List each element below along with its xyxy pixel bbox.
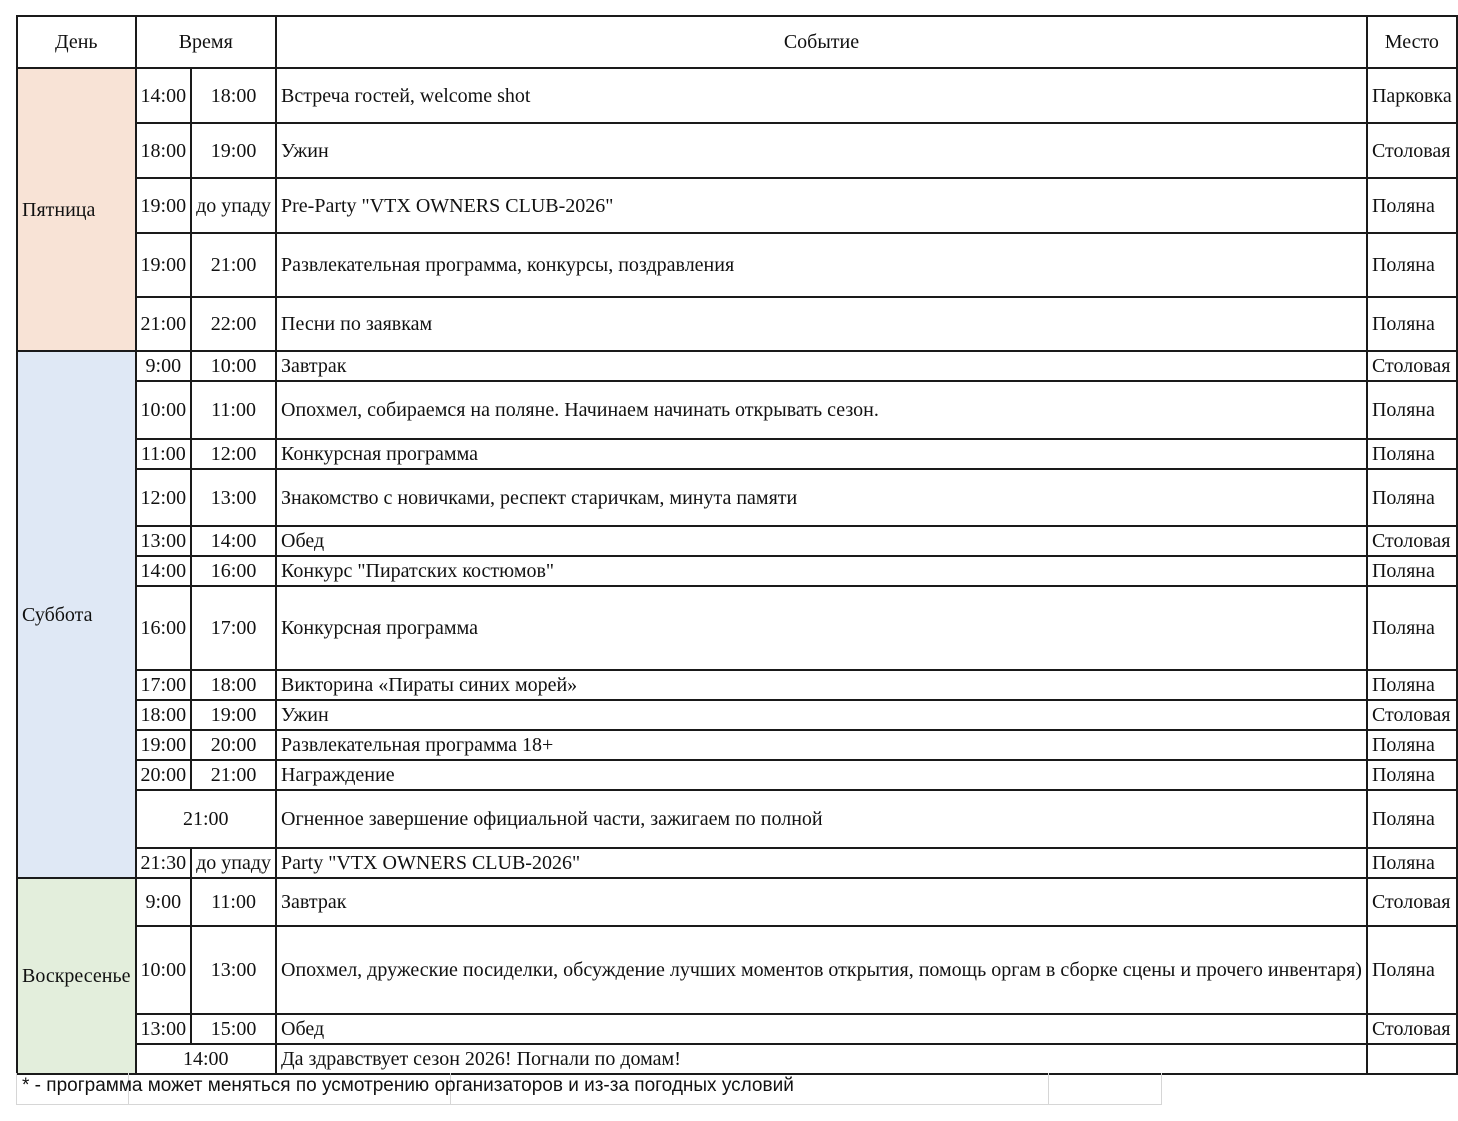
table-row (17, 556, 1457, 586)
start-time: 9:00 (136, 351, 192, 381)
start-time: 12:00 (136, 469, 192, 526)
start-time: 13:00 (136, 526, 192, 556)
place-text: Поляна (1367, 178, 1457, 233)
end-time: 22:00 (191, 297, 276, 351)
place-text (1367, 1044, 1457, 1074)
event-text: Да здравствует сезон 2026! Погнали по домам! (276, 1044, 1367, 1074)
end-time: 20:00 (191, 730, 276, 760)
event-text: Знакомство с новичками, респект старичкам, минута памяти (276, 469, 1367, 526)
event-text: Завтрак (276, 878, 1367, 926)
place-text: Столовая (1367, 351, 1457, 381)
place-text: Поляна (1367, 848, 1457, 878)
event-text: Party "VTX OWNERS CLUB-2026" (276, 848, 1367, 878)
place-text: Поляна (1367, 556, 1457, 586)
end-time: 11:00 (191, 878, 276, 926)
header-event: Событие (276, 16, 1367, 68)
footnote: * - программа может меняться по усмотрению организаторов и из-за погодных условий (22, 1075, 794, 1096)
table-row (17, 297, 1457, 351)
header-time: Время (136, 16, 277, 68)
event-text: Развлекательная программа 18+ (276, 730, 1367, 760)
schedule-table (16, 15, 1458, 1075)
place-text: Поляна (1367, 760, 1457, 790)
event-text: Викторина «Пираты синих морей» (276, 670, 1367, 700)
place-text: Поляна (1367, 233, 1457, 297)
place-text: Поляна (1367, 297, 1457, 351)
place-text: Поляна (1367, 381, 1457, 439)
end-time: 19:00 (191, 123, 276, 178)
start-time: 11:00 (136, 439, 192, 469)
event-text: Песни по заявкам (276, 297, 1367, 351)
end-time: 11:00 (191, 381, 276, 439)
event-text: Конкурсная программа (276, 586, 1367, 670)
day-friday: Пятница (17, 68, 136, 351)
end-time: 13:00 (191, 926, 276, 1014)
event-text: Pre-Party "VTX OWNERS CLUB-2026" (276, 178, 1367, 233)
place-text: Столовая (1367, 878, 1457, 926)
place-text: Поляна (1367, 790, 1457, 848)
start-time: 13:00 (136, 1014, 192, 1044)
event-text: Развлекательная программа, конкурсы, поздравления (276, 233, 1367, 297)
note-grid-line (1048, 1073, 1049, 1104)
event-text: Завтрак (276, 351, 1367, 381)
table-row (17, 848, 1457, 878)
start-time: 10:00 (136, 381, 192, 439)
place-text: Парковка (1367, 68, 1457, 123)
end-time: 10:00 (191, 351, 276, 381)
place-text: Столовая (1367, 1014, 1457, 1044)
table-row (17, 381, 1457, 439)
place-text: Поляна (1367, 586, 1457, 670)
event-text: Опохмел, дружеские посиделки, обсуждение лучших моментов открытия, помощь оргам в сборке сцены и прочего инвентаря) (276, 926, 1367, 1014)
event-time: 14:00 (136, 1044, 277, 1074)
header-row (17, 16, 1457, 68)
event-text: Ужин (276, 123, 1367, 178)
place-text: Поляна (1367, 730, 1457, 760)
start-time: 14:00 (136, 556, 192, 586)
header-place: Место (1367, 16, 1457, 68)
place-text: Столовая (1367, 526, 1457, 556)
end-time: 12:00 (191, 439, 276, 469)
end-time: 18:00 (191, 68, 276, 123)
day-saturday: Суббота (17, 351, 136, 878)
start-time: 16:00 (136, 586, 192, 670)
place-text: Поляна (1367, 926, 1457, 1014)
start-time: 14:00 (136, 68, 192, 123)
table-row (17, 526, 1457, 556)
end-time: 16:00 (191, 556, 276, 586)
start-time: 19:00 (136, 730, 192, 760)
table-row (17, 926, 1457, 1014)
table-row (17, 730, 1457, 760)
event-text: Конкурс "Пиратских костюмов" (276, 556, 1367, 586)
start-time: 19:00 (136, 178, 192, 233)
table-row (17, 878, 1457, 926)
start-time: 20:00 (136, 760, 192, 790)
place-text: Поляна (1367, 670, 1457, 700)
start-time: 21:30 (136, 848, 192, 878)
start-time: 17:00 (136, 670, 192, 700)
end-time: 14:00 (191, 526, 276, 556)
end-time: 21:00 (191, 233, 276, 297)
event-text: Опохмел, собираемся на поляне. Начинаем начинать открывать сезон. (276, 381, 1367, 439)
end-time: 19:00 (191, 700, 276, 730)
end-time: до упаду (191, 178, 276, 233)
place-text: Столовая (1367, 123, 1457, 178)
start-time: 19:00 (136, 233, 192, 297)
table-row (17, 233, 1457, 297)
table-row (17, 700, 1457, 730)
event-text: Конкурсная программа (276, 439, 1367, 469)
table-row (17, 1044, 1457, 1074)
end-time: 21:00 (191, 760, 276, 790)
table-row (17, 760, 1457, 790)
start-time: 10:00 (136, 926, 192, 1014)
start-time: 21:00 (136, 297, 192, 351)
end-time: до упаду (191, 848, 276, 878)
table-row (17, 178, 1457, 233)
table-row (17, 439, 1457, 469)
table-row (17, 1014, 1457, 1044)
event-text: Обед (276, 1014, 1367, 1044)
place-text: Столовая (1367, 700, 1457, 730)
table-row (17, 469, 1457, 526)
table-row (17, 351, 1457, 381)
event-text: Огненное завершение официальной части, зажигаем по полной (276, 790, 1367, 848)
place-text: Поляна (1367, 469, 1457, 526)
table-row (17, 670, 1457, 700)
start-time: 18:00 (136, 700, 192, 730)
event-text: Встреча гостей, welcome shot (276, 68, 1367, 123)
event-text: Обед (276, 526, 1367, 556)
event-text: Ужин (276, 700, 1367, 730)
header-day: День (17, 16, 136, 68)
place-text: Поляна (1367, 439, 1457, 469)
table-row (17, 790, 1457, 848)
day-sunday: Воскресенье (17, 878, 136, 1074)
table-row (17, 586, 1457, 670)
start-time: 18:00 (136, 123, 192, 178)
table-row (17, 123, 1457, 178)
event-time: 21:00 (136, 790, 277, 848)
event-text: Награждение (276, 760, 1367, 790)
end-time: 18:00 (191, 670, 276, 700)
table-row (17, 68, 1457, 123)
end-time: 15:00 (191, 1014, 276, 1044)
end-time: 13:00 (191, 469, 276, 526)
end-time: 17:00 (191, 586, 276, 670)
start-time: 9:00 (136, 878, 192, 926)
